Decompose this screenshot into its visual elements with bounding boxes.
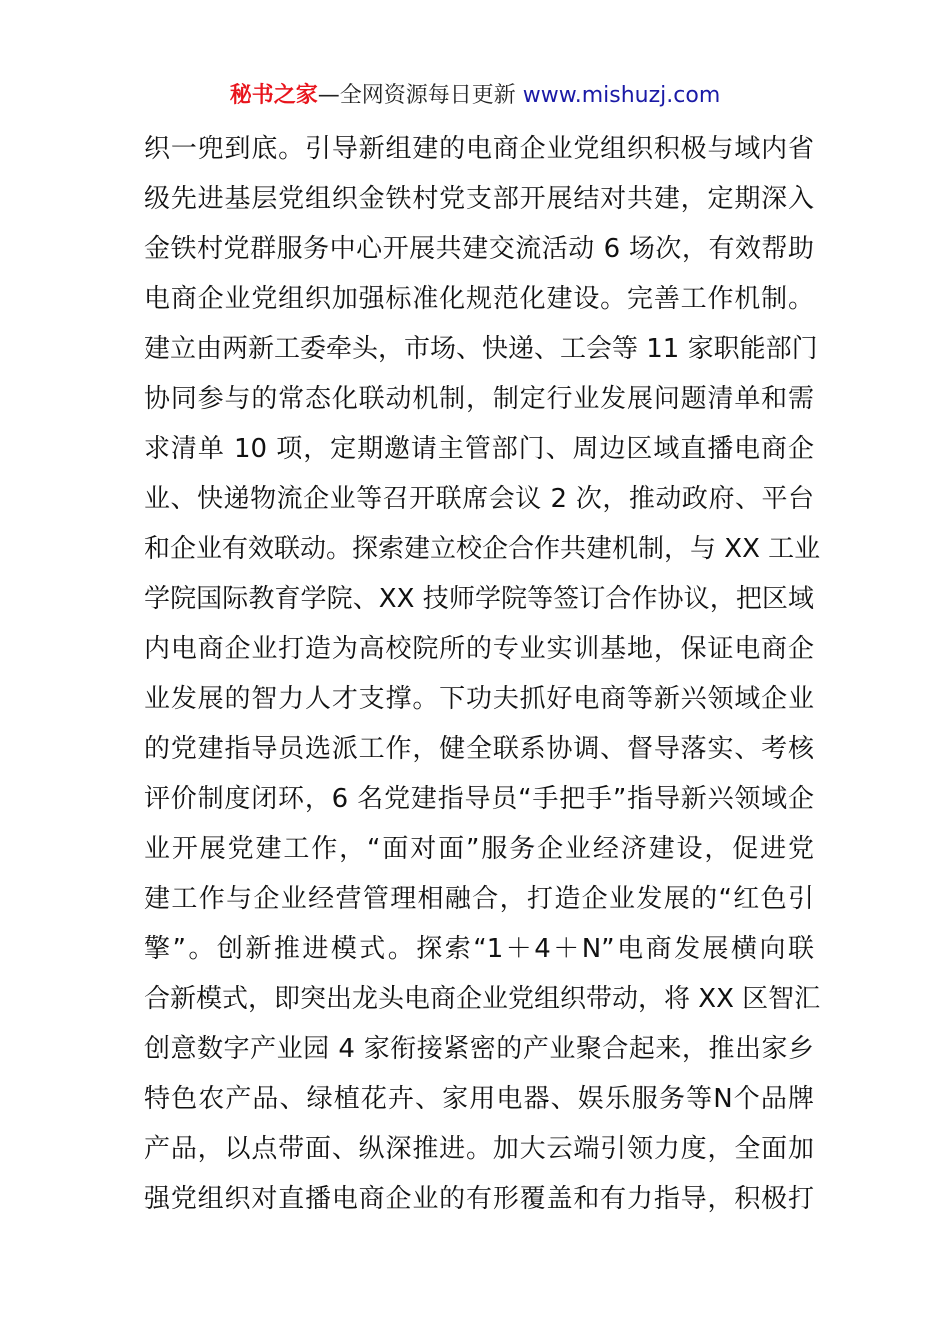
header-tagline: —全网资源每日更新	[317, 83, 516, 108]
document-body	[144, 124, 821, 1224]
text-line: 强党组织对直播电商企业的有形覆盖和有力指导，积极打	[144, 1184, 814, 1214]
text-line: 级先进基层党组织金铁村党支部开展结对共建，定期深入	[144, 184, 814, 214]
text-line: 合新模式，即突出龙头电商企业党组织带动，将 XX 区智汇	[144, 984, 821, 1014]
text-line: 协同参与的常态化联动机制，制定行业发展问题清单和需	[144, 384, 814, 414]
text-line: 业开展党建工作，“面对面”服务企业经济建设，促进党	[144, 834, 814, 864]
text-line: 和企业有效联动。探索建立校企合作共建机制，与 XX 工业	[144, 534, 821, 564]
text-line: 的党建指导员选派工作，健全联系协调、督导落实、考核	[144, 734, 814, 764]
text-line: 求清单 10 项，定期邀请主管部门、周边区域直播电商企	[144, 434, 814, 464]
text-line: 评价制度闭环，6 名党建指导员“手把手”指导新兴领域企	[144, 784, 814, 814]
text-line: 产品，以点带面、纵深推进。加大云端引领力度，全面加	[144, 1134, 814, 1164]
site-url[interactable]: www.mishuzj.com	[522, 83, 721, 108]
text-line: 特色农产品、绿植花卉、家用电器、娱乐服务等N个品牌	[144, 1084, 814, 1114]
text-line: 建立由两新工委牵头，市场、快递、工会等 11 家职能部门	[144, 334, 818, 364]
text-line: 电商企业党组织加强标准化规范化建设。完善工作机制。	[144, 284, 814, 314]
text-line: 学院国际教育学院、XX 技师学院等签订合作协议，把区域	[144, 584, 814, 614]
text-line: 业发展的智力人才支撑。下功夫抓好电商等新兴领域企业	[144, 684, 814, 714]
text-line: 业、快递物流企业等召开联席会议 2 次，推动政府、平台	[144, 484, 814, 514]
site-header	[0, 80, 950, 112]
text-line: 建工作与企业经营管理相融合，打造企业发展的“红色引	[144, 884, 814, 914]
brand-name: 秘书之家	[229, 83, 318, 108]
text-line: 织一兜到底。引导新组建的电商企业党组织积极与域内省	[144, 134, 814, 164]
text-line: 金铁村党群服务中心开展共建交流活动 6 场次，有效帮助	[144, 234, 814, 264]
text-line: 擎”。创新推进模式。探索“1＋4＋N”电商发展横向联	[144, 934, 814, 964]
text-line: 内电商企业打造为高校院所的专业实训基地，保证电商企	[144, 634, 814, 664]
text-line: 创意数字产业园 4 家衔接紧密的产业聚合起来，推出家乡	[144, 1034, 814, 1064]
